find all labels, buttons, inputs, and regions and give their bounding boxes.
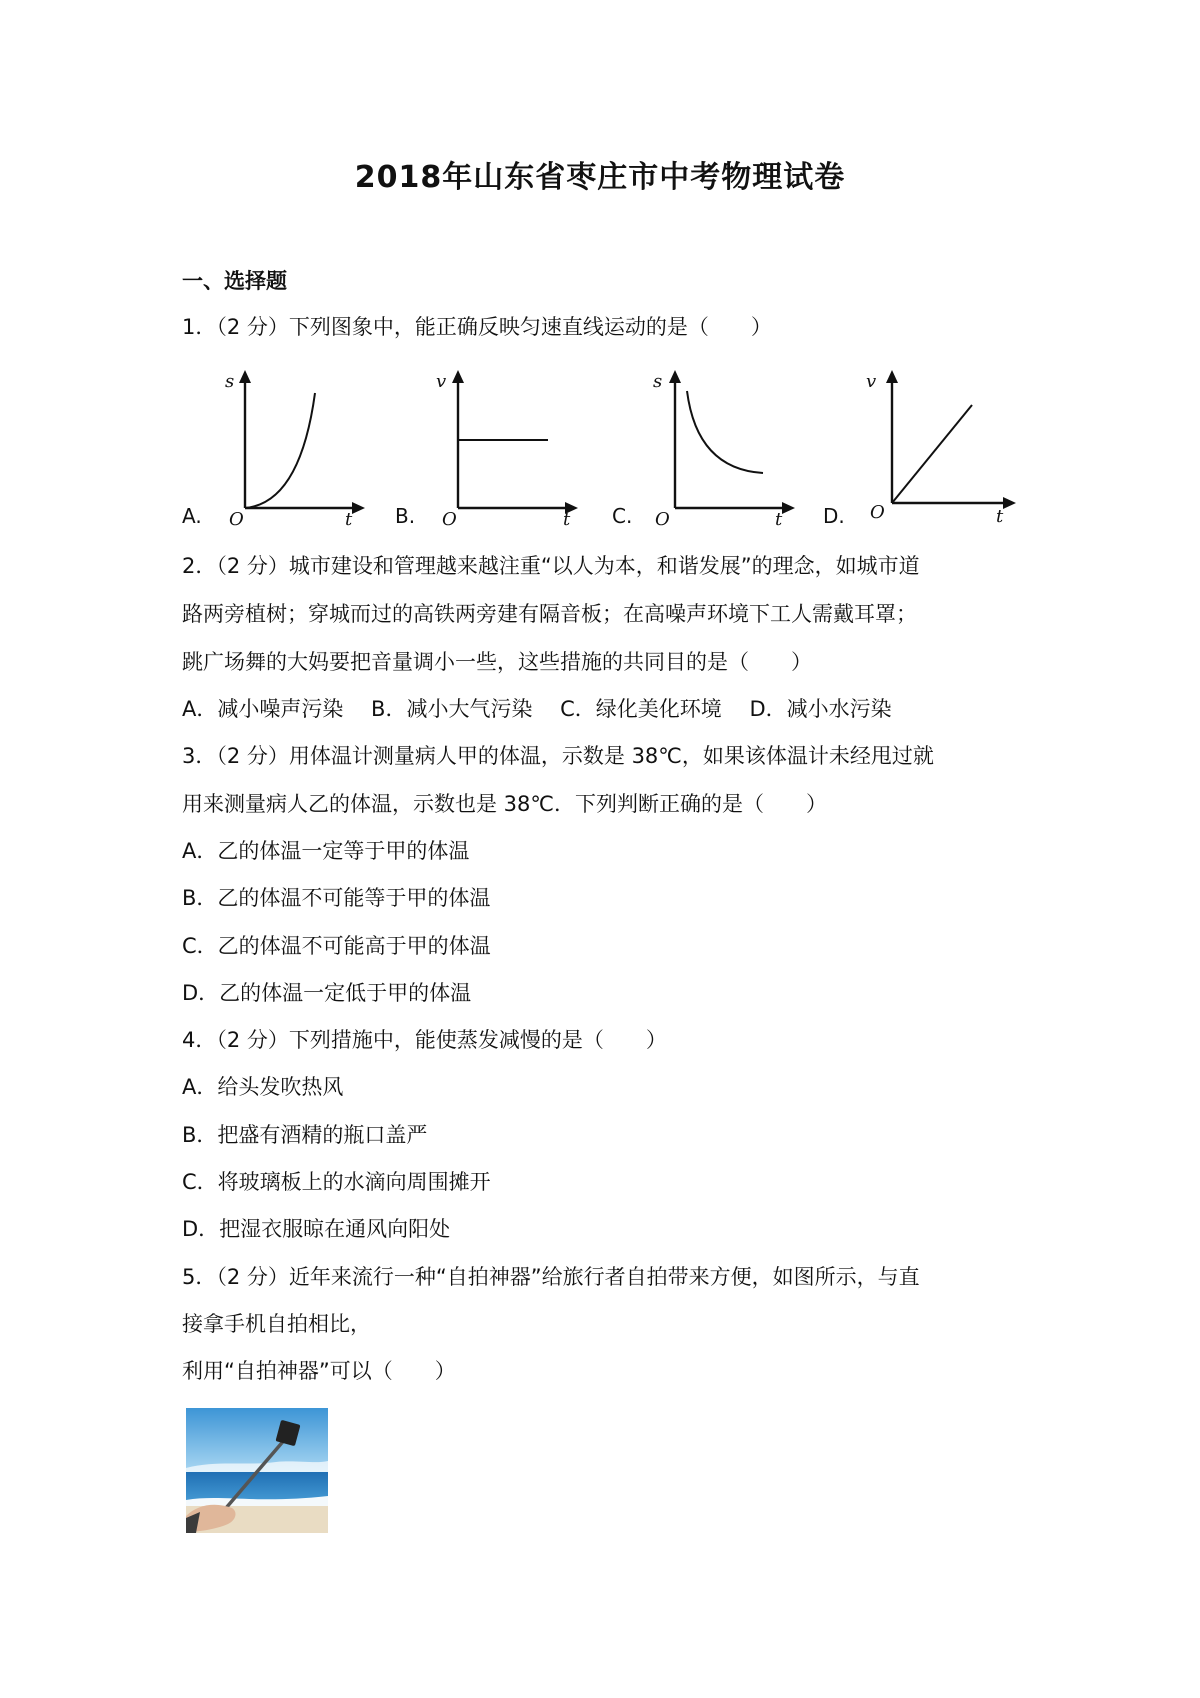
q4-option-b: B．把盛有酒精的瓶口盖严 [182,1123,428,1147]
q3-line-1: 3．（2 分）用体温计测量病人甲的体温，示数是 38℃，如果该体温计未经甩过就 [182,744,934,768]
q1-graph-d [858,365,1018,525]
y-axis-arrow [669,370,681,383]
graph-curve [892,405,972,503]
origin-label: O [655,509,670,530]
q4-stem: 4．（2 分）下列措施中，能使蒸发减慢的是（ ） [182,1028,667,1052]
q1-graph-c [645,365,795,530]
origin-label: O [870,502,885,523]
q2-line-3: 跳广场舞的大妈要把音量调小一些，这些措施的共同目的是（ ） [182,650,812,674]
origin-label: O [229,509,244,530]
x-axis-label: t [775,509,783,530]
q1-option-b-label: B. [395,504,416,528]
graph-curve [245,393,315,508]
x-axis-arrow [352,502,365,514]
x-axis-label: t [563,509,571,530]
y-axis-arrow [886,370,898,383]
q2-line-1: 2．（2 分）城市建设和管理越来越注重“以人为本，和谐发展”的理念，如城市道 [182,554,920,578]
origin-label: O [442,509,457,530]
q4-option-a: A．给头发吹热风 [182,1075,344,1099]
x-axis-arrow [1003,497,1016,509]
graph-curve [687,391,763,473]
q1-option-d-label: D. [823,504,845,528]
selfie-stick-photo [186,1408,328,1533]
q4-option-c: C．将玻璃板上的水滴向周围摊开 [182,1170,491,1194]
y-axis-arrow [239,370,251,383]
q3-option-c: C．乙的体温不可能高于甲的体温 [182,934,491,958]
y-axis-label: v [436,371,447,392]
page-title: 2018年山东省枣庄市中考物理试卷 [354,160,846,195]
q1-option-c-label: C. [612,504,633,528]
y-axis-label: s [225,371,235,392]
q1-graph-b [428,365,578,530]
x-axis-arrow [782,502,795,514]
q5-line-2: 接拿手机自拍相比， [182,1312,371,1336]
q1-stem: 1．（2 分）下列图象中，能正确反映匀速直线运动的是（ ） [182,315,772,339]
y-axis-label: s [653,371,663,392]
y-axis-arrow [452,370,464,383]
x-axis-label: t [996,506,1004,527]
section-heading: 一、选择题 [182,269,287,293]
q3-option-d: D．乙的体温一定低于甲的体温 [182,981,472,1005]
q2-line-2: 路两旁植树；穿城而过的高铁两旁建有隔音板；在高噪声环境下工人需戴耳罩； [182,602,917,626]
q3-option-b: B．乙的体温不可能等于甲的体温 [182,886,491,910]
q2-options: A．减小噪声污染 B．减小大气污染 C．绿化美化环境 D．减小水污染 [182,697,892,721]
q4-option-d: D．把湿衣服晾在通风向阳处 [182,1217,451,1241]
q1-option-a-label: A. [182,504,202,528]
q1-graph-a [215,365,365,530]
x-axis-label: t [345,509,353,530]
q5-line-3: 利用“自拍神器”可以（ ） [182,1359,456,1383]
q3-option-a: A．乙的体温一定等于甲的体温 [182,839,470,863]
q5-line-1: 5．（2 分）近年来流行一种“自拍神器”给旅行者自拍带来方便，如图所示，与直 [182,1265,920,1289]
y-axis-label: v [866,371,877,392]
q3-line-2: 用来测量病人乙的体温，示数也是 38℃．下列判断正确的是（ ） [182,792,827,816]
